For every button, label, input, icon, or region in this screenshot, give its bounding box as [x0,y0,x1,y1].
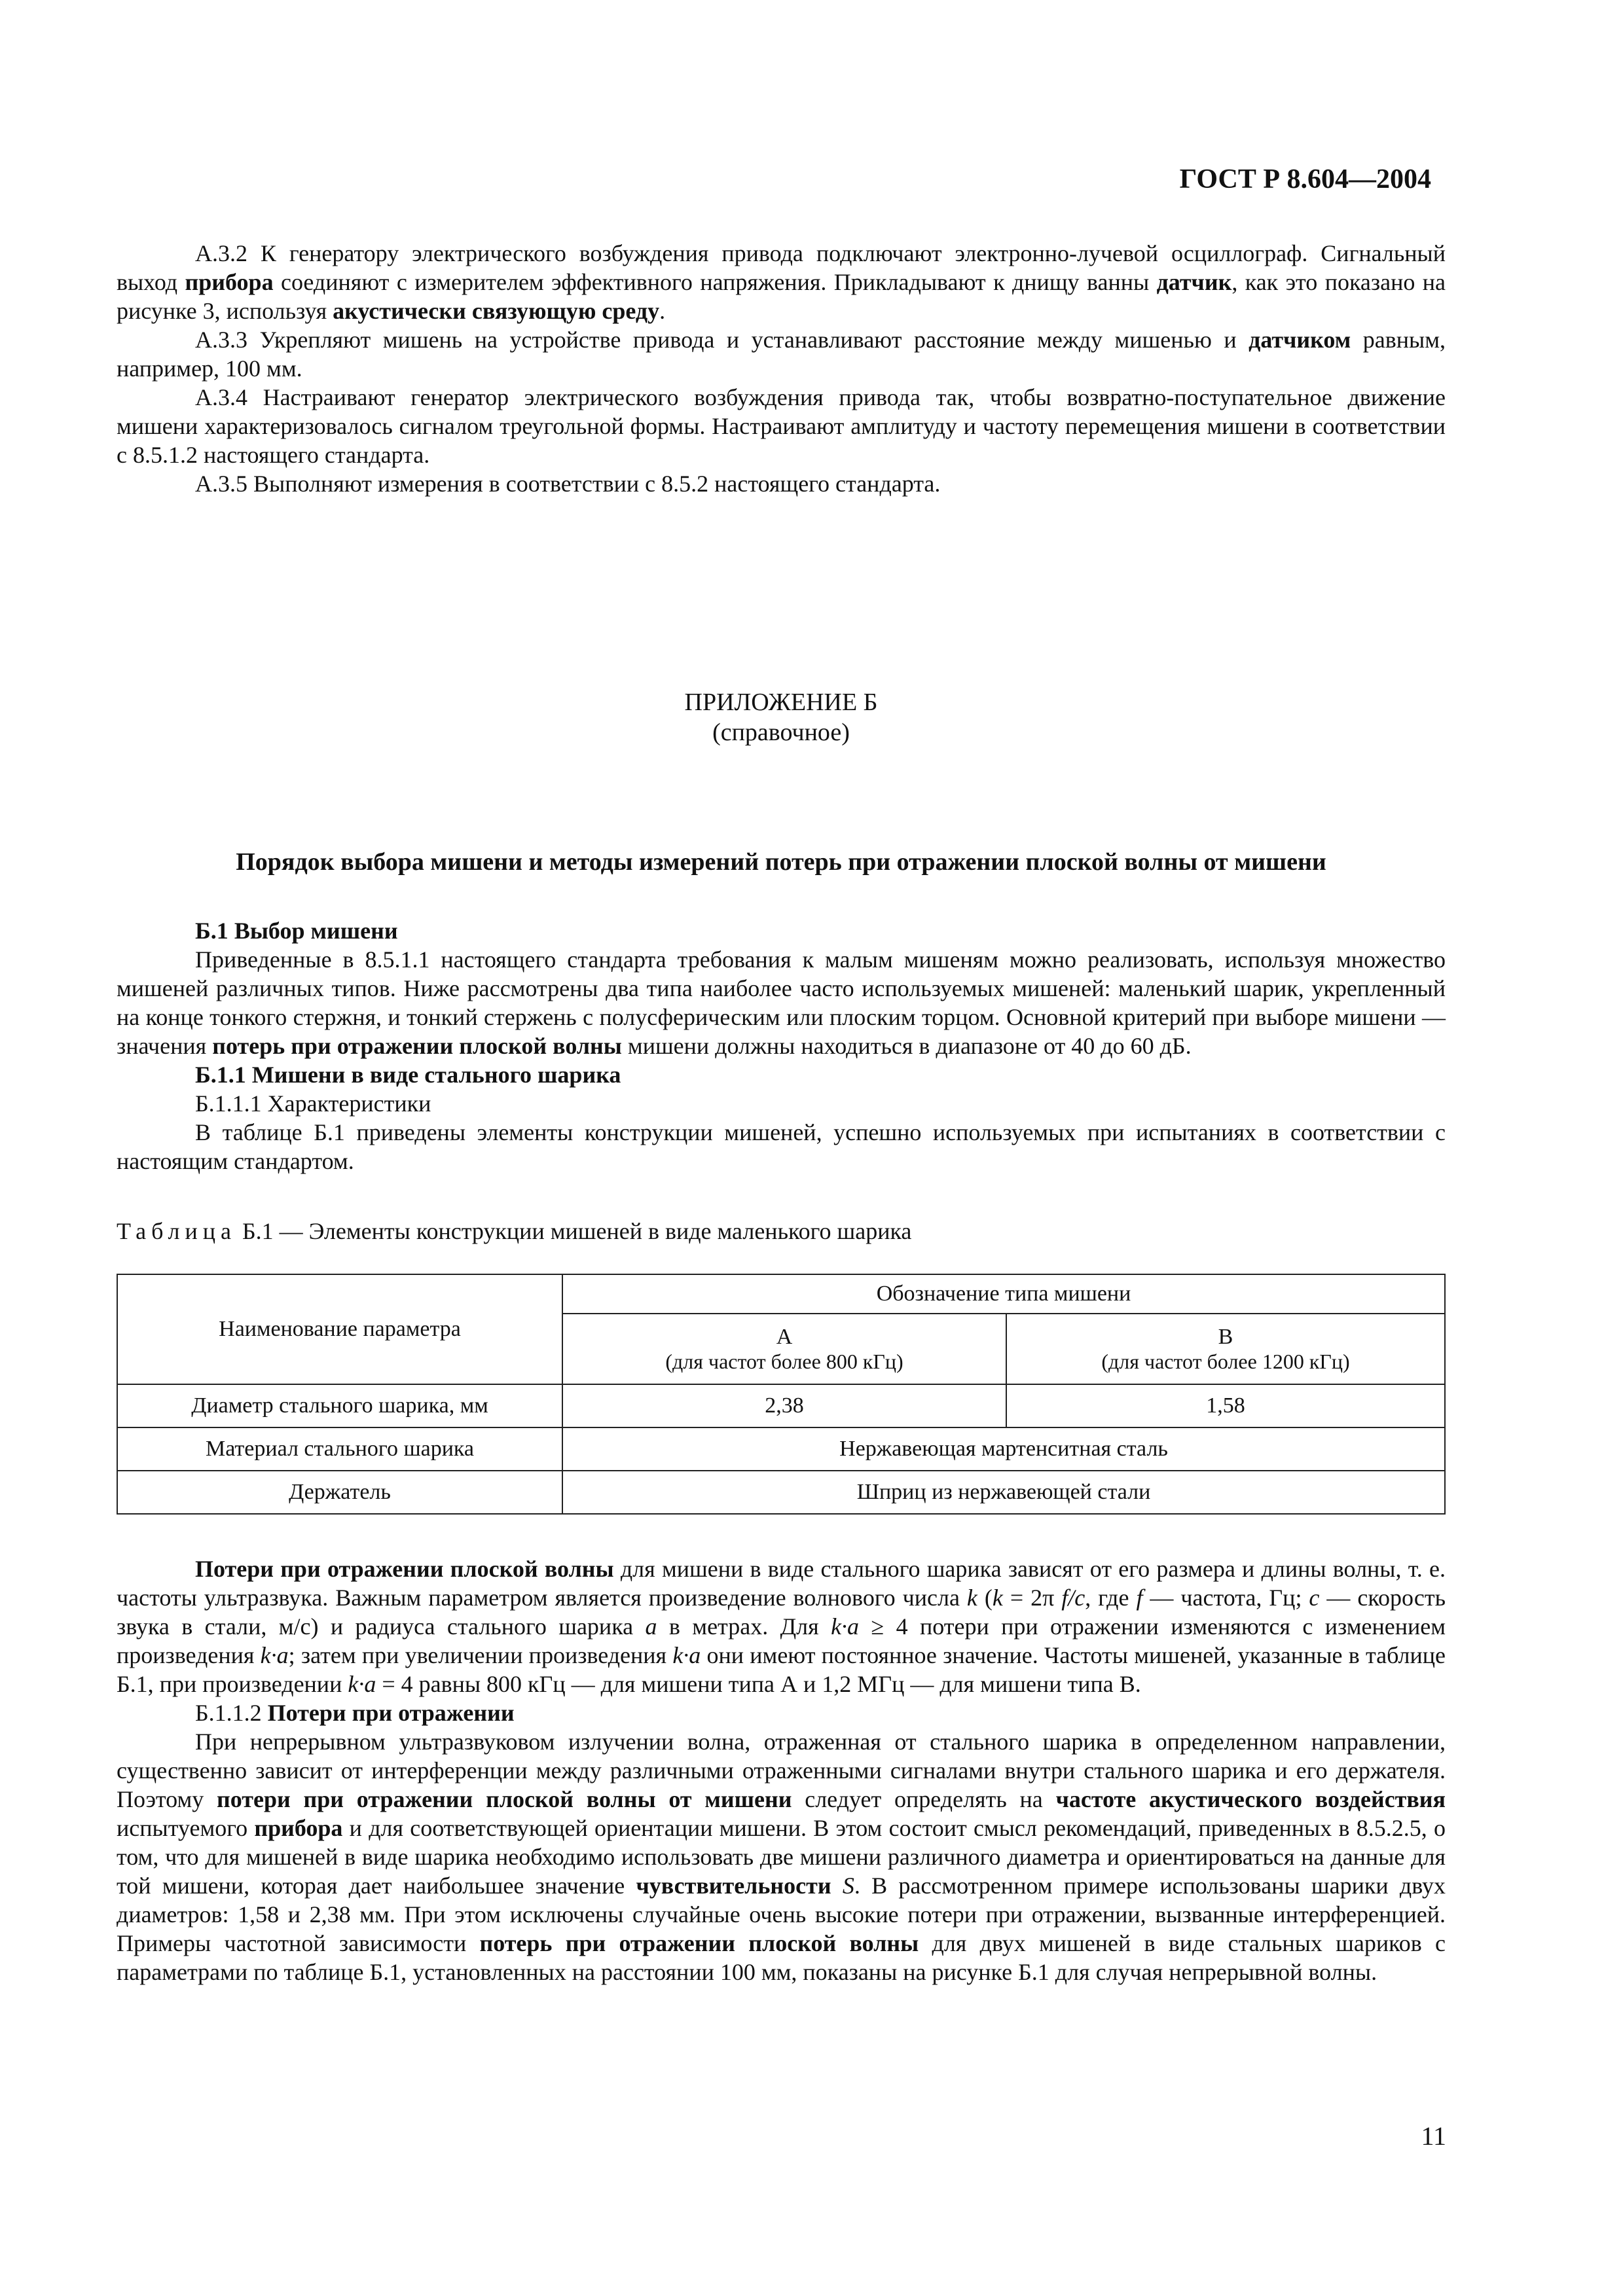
col-group-header: Обозначение типа мишени [562,1274,1445,1314]
table-row [117,1471,1445,1514]
heading-b11: Б.1.1 Мишени в виде стального шарика [195,1062,621,1088]
col-b-header: В (для частот более 1200 кГц) [1006,1314,1445,1384]
col-param-header: Наименование параметра [117,1274,562,1384]
section-b1-continued [117,1554,1446,1986]
section-a3 [117,239,1446,498]
table-cell: Шприц из нержавеющей стали [562,1471,1445,1514]
table-cell: 2,38 [562,1384,1006,1427]
paragraph-b111: В таблице Б.1 приведены элементы конструкции мишеней, успешно используемых при испытаниях в соответствии с настоящим стандартом. [117,1119,1446,1174]
table-row [117,1427,1445,1471]
heading-b111: Б.1.1.1 Характеристики [195,1090,431,1117]
table-cell: Держатель [117,1471,562,1514]
targets-table [117,1274,1446,1515]
paragraph-losses: Потери при отражении плоской волны для мишени в виде стального шарика зависят от его размера и длины волны, т. е. частоты ультразвука. Важным параметром является произведение волнового числа k (k = 2π f/c, где f — частота, Гц; c — скорость звука в стали, м/с) и радиуса стального шарика a в метрах. Для k·a ≥ 4 потери при отражении изменяются с изменением произведения k·a; затем при увеличении произведения k·a они имеют постоянное значение. Частоты мишеней, указанные в таблице Б.1, при произведении k·a = 4 равны 800 кГц — для мишени типа А и 1,2 МГц — для мишени типа В. [117,1556,1446,1697]
paragraph-a35: А.3.5 Выполняют измерения в соответствии с 8.5.2 настоящего стандарта. [195,471,941,497]
table-cell: 1,58 [1006,1384,1445,1427]
document-id: ГОСТ Р 8.604—2004 [1179,164,1431,194]
heading-b112: Б.1.1.2 Потери при отражении [195,1700,515,1726]
table-cell: Нержавеющая мартенситная сталь [562,1427,1445,1471]
table-cell: Материал стального шарика [117,1427,562,1471]
paragraph-b1: Приведенные в 8.5.1.1 настоящего стандарта требования к малым мишеням можно реализовать, используя множество мишеней различных типов. Ниже рассмотрены два типа наиболее часто используемых мишеней: маленький шарик, укрепленный на конце тонкого стержня, и тонкий стержень с полусферическим или плоским торцом. Основной критерий при выборе мишени — значения потерь при отражении плоской волны мишени должны находиться в диапазоне от 40 до 60 дБ. [117,946,1446,1059]
paragraph-b112: При непрерывном ультразвуковом излучении волна, отраженная от стального шарика в определенном направлении, существенно зависит от интерференции между различными отраженными сигналами внутри стального шарика и его держателя. Поэтому потери при отражении плоской волны от мишени следует определять на частоте акустического воздействия испытуемого прибора и для соответствующей ориентации мишени. В этом состоит смысл рекомендаций, приведенных в 8.5.2.5, о том, что для мишеней в виде шарика необходимо использовать две мишени различного диаметра и ориентироваться на данные для той мишени, которая дает наибольшее значение чувствительности S. В рассмотренном примере использованы шарики двух диаметров: 1,58 и 2,38 мм. При этом исключены случайные очень высокие потери при отражении, вызванные интерференцией. Примеры частотной зависимости потерь при отражении плоской волны для двух мишеней в виде стальных шариков с параметрами по таблице Б.1, установленных на расстоянии 100 мм, показаны на рисунке Б.1 для случая непрерывной волны. [117,1729,1446,1985]
table-caption: Таблица Б.1 — Элементы конструкции мишеней в виде маленького шарика [117,1218,912,1244]
table-header-row [117,1274,1445,1314]
heading-b1: Б.1 Выбор мишени [195,918,398,944]
section-title: Порядок выбора мишени и методы измерений потерь при отражении плоской волны от мишени [236,848,1326,876]
appendix-heading [117,687,1446,747]
paragraph-a33: А.3.3 Укрепляют мишень на устройстве привода и устанавливают расстояние между мишенью и датчиком равным, например, 100 мм. [117,327,1446,382]
section-b1 [117,916,1446,1175]
table-row [117,1384,1445,1427]
page-number: 11 [1421,2121,1446,2151]
col-a-header: А (для частот более 800 кГц) [562,1314,1006,1384]
appendix-title: ПРИЛОЖЕНИЕ Б [684,689,878,716]
paragraph-a32: А.3.2 К генератору электрического возбуждения привода подключают электронно-лучевой осциллограф. Сигнальный выход прибора соединяют с измерителем эффективного напряжения. Прикладывают к днищу ванны датчик, как это показано на рисунке 3, используя акустически связующую среду. [117,240,1446,324]
paragraph-a34: А.3.4 Настраивают генератор электрического возбуждения привода так, чтобы возвратно-поступательное движение мишени характеризовалось сигналом треугольной формы. Настраивают амплитуду и частоту перемещения мишени в соответствии с 8.5.1.2 настоящего стандарта. [117,384,1446,468]
table-cell: Диаметр стального шарика, мм [117,1384,562,1427]
appendix-subtitle: (справочное) [712,719,850,746]
